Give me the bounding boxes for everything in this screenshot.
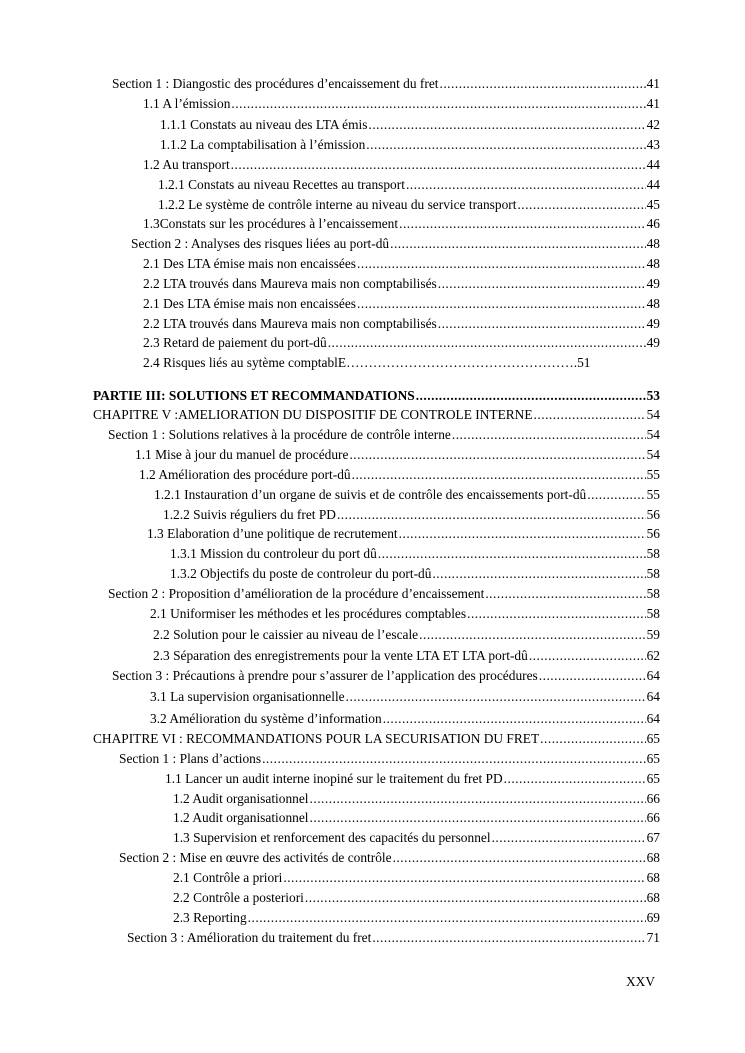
toc-entry-label: 1.3 Elaboration d’une politique de recrutement [147,526,398,541]
toc-entry [119,850,660,866]
toc-entry-label: Section 2 : Mise en œuvre des activités de contrôle [119,850,392,865]
toc-entry [143,296,660,312]
toc-entry-page: 48 [646,236,660,251]
toc-entry [173,830,660,846]
toc-entry-label: 2.4 Risques liés au sytème comptablE [143,355,347,370]
toc-entry-label: 2.3 Reporting [173,910,247,925]
toc-entry-page: 49 [646,276,660,291]
toc-entry-page: 54 [646,407,660,422]
dot-leader [492,830,646,846]
toc-entry-page: 64 [646,668,660,683]
toc-entry [143,216,660,232]
toc-entry-label: 2.2 LTA trouvés dans Maureva mais non comptabilisés [143,316,437,331]
dot-leader [368,117,645,133]
toc-entry [127,930,660,946]
toc-entry [173,810,660,826]
toc-entry-page: 48 [646,256,660,271]
toc-entry-label: 2.3 Séparation des enregistrements pour la vente LTA ET LTA port-dû [153,648,528,663]
toc-entry-label: Section 2 : Proposition d’amélioration de la procédure d’encaissement [108,586,485,601]
toc-entry-page: 48 [646,296,660,311]
toc-part-heading [93,388,660,404]
toc-entry-label: 2.2 LTA trouvés dans Maureva mais non comptabilisés [143,276,437,291]
dot-leader [372,930,645,946]
toc-entry-page: 43 [646,137,660,152]
toc-entry-page: 65 [646,731,660,746]
toc-entry-label: 1.1.1 Constats au niveau des LTA émis [160,117,368,132]
toc-entry-page: 68 [646,850,660,865]
toc-entry-label: Section 2 : Analyses des risques liées au port-dû [131,236,390,251]
toc-entry-page: 67 [646,830,660,845]
toc-entry-page: 49 [646,335,660,350]
dot-leader [352,467,646,483]
toc-entry-label: 1.1 Mise à jour du manuel de procédure [135,447,349,462]
dot-leader [438,316,646,332]
toc-entry [165,771,660,787]
ellipsis-leader: ……………………………………………. [346,355,578,370]
dot-leader [438,276,646,292]
dot-leader [305,890,646,906]
toc-entry [163,507,660,523]
toc-entry-page: 56 [646,526,660,541]
toc-entry [173,890,660,906]
toc-entry [143,316,660,332]
toc-entry-page: 46 [646,216,660,231]
toc-entry-label: 2.2 Contrôle a posteriori [173,890,304,905]
toc-entry-label: 2.3 Retard de paiement du port-dû [143,335,327,350]
toc-entry-label: 1.1.2 La comptabilisation à l’émission [160,137,366,152]
toc-entry-page: 54 [646,447,660,462]
dot-leader [529,648,646,664]
toc-entry-label: 1.1 A l’émission [143,96,231,111]
toc-entry-page: 65 [646,771,660,786]
toc-entry [108,427,660,443]
toc-entry-label: 1.2.1 Constats au niveau Recettes au transport [158,177,405,192]
dot-leader [310,810,646,826]
toc-entry [143,157,660,173]
toc-entry-page: 49 [646,316,660,331]
toc-entry-page: 45 [646,197,660,212]
toc-entry [147,526,660,542]
toc-entry-label: PARTIE III: SOLUTIONS ET RECOMMANDATIONS [93,388,415,403]
toc-entry-page: 53 [646,388,660,403]
toc-entry-label: CHAPITRE V :AMELIORATION DU DISPOSITIF DE CONTROLE INTERNE [93,407,533,422]
dot-leader [467,606,646,622]
toc-entry [170,546,660,562]
toc-entry-label: 2.2 Solution pour le caissier au niveau de l’escale [153,627,419,642]
toc-entry-page: 64 [646,689,660,704]
dot-leader [378,546,646,562]
toc-entry [143,96,660,112]
toc-entry-page: 68 [646,890,660,905]
dot-leader [587,487,645,503]
toc-entry-label: 1.2.2 Suivis réguliers du fret PD [163,507,336,522]
toc-entry-label: 2.1 Des LTA émise mais non encaissées [143,296,357,311]
toc-entry-page: 42 [646,117,660,132]
toc-entry-label: 1.3Constats sur les procédures à l’encaissement [143,216,399,231]
dot-leader [540,731,645,747]
toc-entry-page: 68 [646,870,660,885]
toc-entry-label: 1.3 Supervision et renforcement des capacités du personnel [173,830,491,845]
dot-leader [349,447,645,463]
dot-leader [357,256,646,272]
toc-entry-label: Section 1 : Solutions relatives à la procédure de contrôle interne [108,427,451,442]
dot-leader [534,407,646,423]
dot-leader [485,586,645,602]
dot-leader [310,791,646,807]
dot-leader [399,526,646,542]
toc-entry-page: 69 [646,910,660,925]
dot-leader [383,711,646,727]
dot-leader [452,427,646,443]
dot-leader [390,236,646,252]
toc-entry [153,648,660,664]
toc-entry-label: 1.1 Lancer un audit interne inopiné sur le traitement du fret PD [165,771,503,786]
toc-entry-label: Section 1 : Plans d’actions [119,751,262,766]
toc-entry-label: Section 1 : Diangostic des procédures d’encaissement du fret [112,76,439,91]
page-number: XXV [625,974,655,989]
dot-leader [231,96,645,112]
toc-entry-page: 44 [646,177,660,192]
dot-leader [262,751,646,767]
toc-entry [173,910,660,926]
toc-entry [160,117,660,133]
toc-entry-label: 1.3.2 Objectifs du poste de controleur du port-dû [170,566,432,581]
toc-entry [135,447,660,463]
toc-entry [173,791,660,807]
toc-entry-label: 1.2.2 Le système de contrôle interne au niveau du service transport [158,197,517,212]
dot-leader [337,507,646,523]
dot-leader [231,157,646,173]
toc-entry-page: 58 [646,586,660,601]
toc-entry-label: 1.2 Audit organisationnel [173,810,309,825]
toc-entry-label: 2.1 Contrôle a priori [173,870,283,885]
dot-leader [357,296,646,312]
toc-entry [143,276,660,292]
toc-entry-label: Section 3 : Amélioration du traitement du fret [127,930,372,945]
dot-leader [419,627,645,643]
dot-leader [416,388,646,404]
dot-leader [248,910,646,926]
toc-entry [173,870,660,886]
toc-entry-label: 3.2 Amélioration du système d’information [150,711,382,726]
toc-entry-page: 66 [646,810,660,825]
toc-entry-page: 41 [646,96,660,111]
dot-leader [328,335,646,351]
toc-entry-page: 65 [646,751,660,766]
toc-entry [150,606,660,622]
toc-entry-page: 55 [646,487,660,502]
toc-entry [119,751,660,767]
toc-entry-page: 54 [646,427,660,442]
toc-entry [170,566,660,582]
dot-leader [393,850,646,866]
dot-leader [346,689,646,705]
toc-entry-label: 1.2.1 Instauration d’un organe de suivis et de contrôle des encaissements port-dû [154,487,587,502]
toc-chapter-entry [93,407,660,423]
dot-leader [439,76,645,92]
toc-entry [139,467,660,483]
dot-leader [517,197,645,213]
toc-entry [158,197,660,213]
toc-entry-page: 44 [646,157,660,172]
toc-entry-label: 1.3.1 Mission du controleur du port dû [170,546,377,561]
toc-entry-label: 1.2 Au transport [143,157,230,172]
toc-entry [131,236,660,252]
toc-entry-label: CHAPITRE VI : RECOMMANDATIONS POUR LA SECURISATION DU FRET [93,731,540,746]
toc-entry-page: 55 [646,467,660,482]
toc-entry [108,586,660,602]
toc-entry [153,627,660,643]
dot-leader [283,870,645,886]
dot-leader [406,177,646,193]
dot-leader [504,771,646,787]
toc-entry [160,137,660,153]
toc-entry-page: 59 [646,627,660,642]
toc-entry-page: 71 [646,930,660,945]
toc-entry-page: 41 [646,76,660,91]
dot-leader [399,216,646,232]
toc-entry-page: 56 [646,507,660,522]
toc-entry [150,689,660,705]
toc-entry-label: 1.2 Amélioration des procédure port-dû [139,467,351,482]
toc-entry [154,487,660,503]
toc-entry-label: 2.1 Des LTA émise mais non encaissées [143,256,357,271]
dot-leader [539,668,646,684]
toc-entry-page: 51 [577,355,591,370]
toc-entry-page: 64 [646,711,660,726]
toc-entry-page: 58 [646,546,660,561]
toc-entry [150,711,660,727]
toc-entry [158,177,660,193]
dot-leader [432,566,645,582]
toc-chapter-entry [93,731,660,747]
toc-entry-page: 66 [646,791,660,806]
toc-entry [143,335,660,351]
toc-entry [112,76,660,92]
toc-entry-label: Section 3 : Précautions à prendre pour s’assurer de l’application des procédures [112,668,538,683]
toc-entry-label: 1.2 Audit organisationnel [173,791,309,806]
dot-leader [366,137,645,153]
toc-entry-label: 2.1 Uniformiser les méthodes et les procédures comptables [150,606,467,621]
toc-entry [143,355,590,371]
toc-entry [143,256,660,272]
toc-entry-page: 62 [646,648,660,663]
toc-entry-page: 58 [646,606,660,621]
toc-entry [112,668,660,684]
toc-entry-label: 3.1 La supervision organisationnelle [150,689,345,704]
toc-entry-page: 58 [646,566,660,581]
